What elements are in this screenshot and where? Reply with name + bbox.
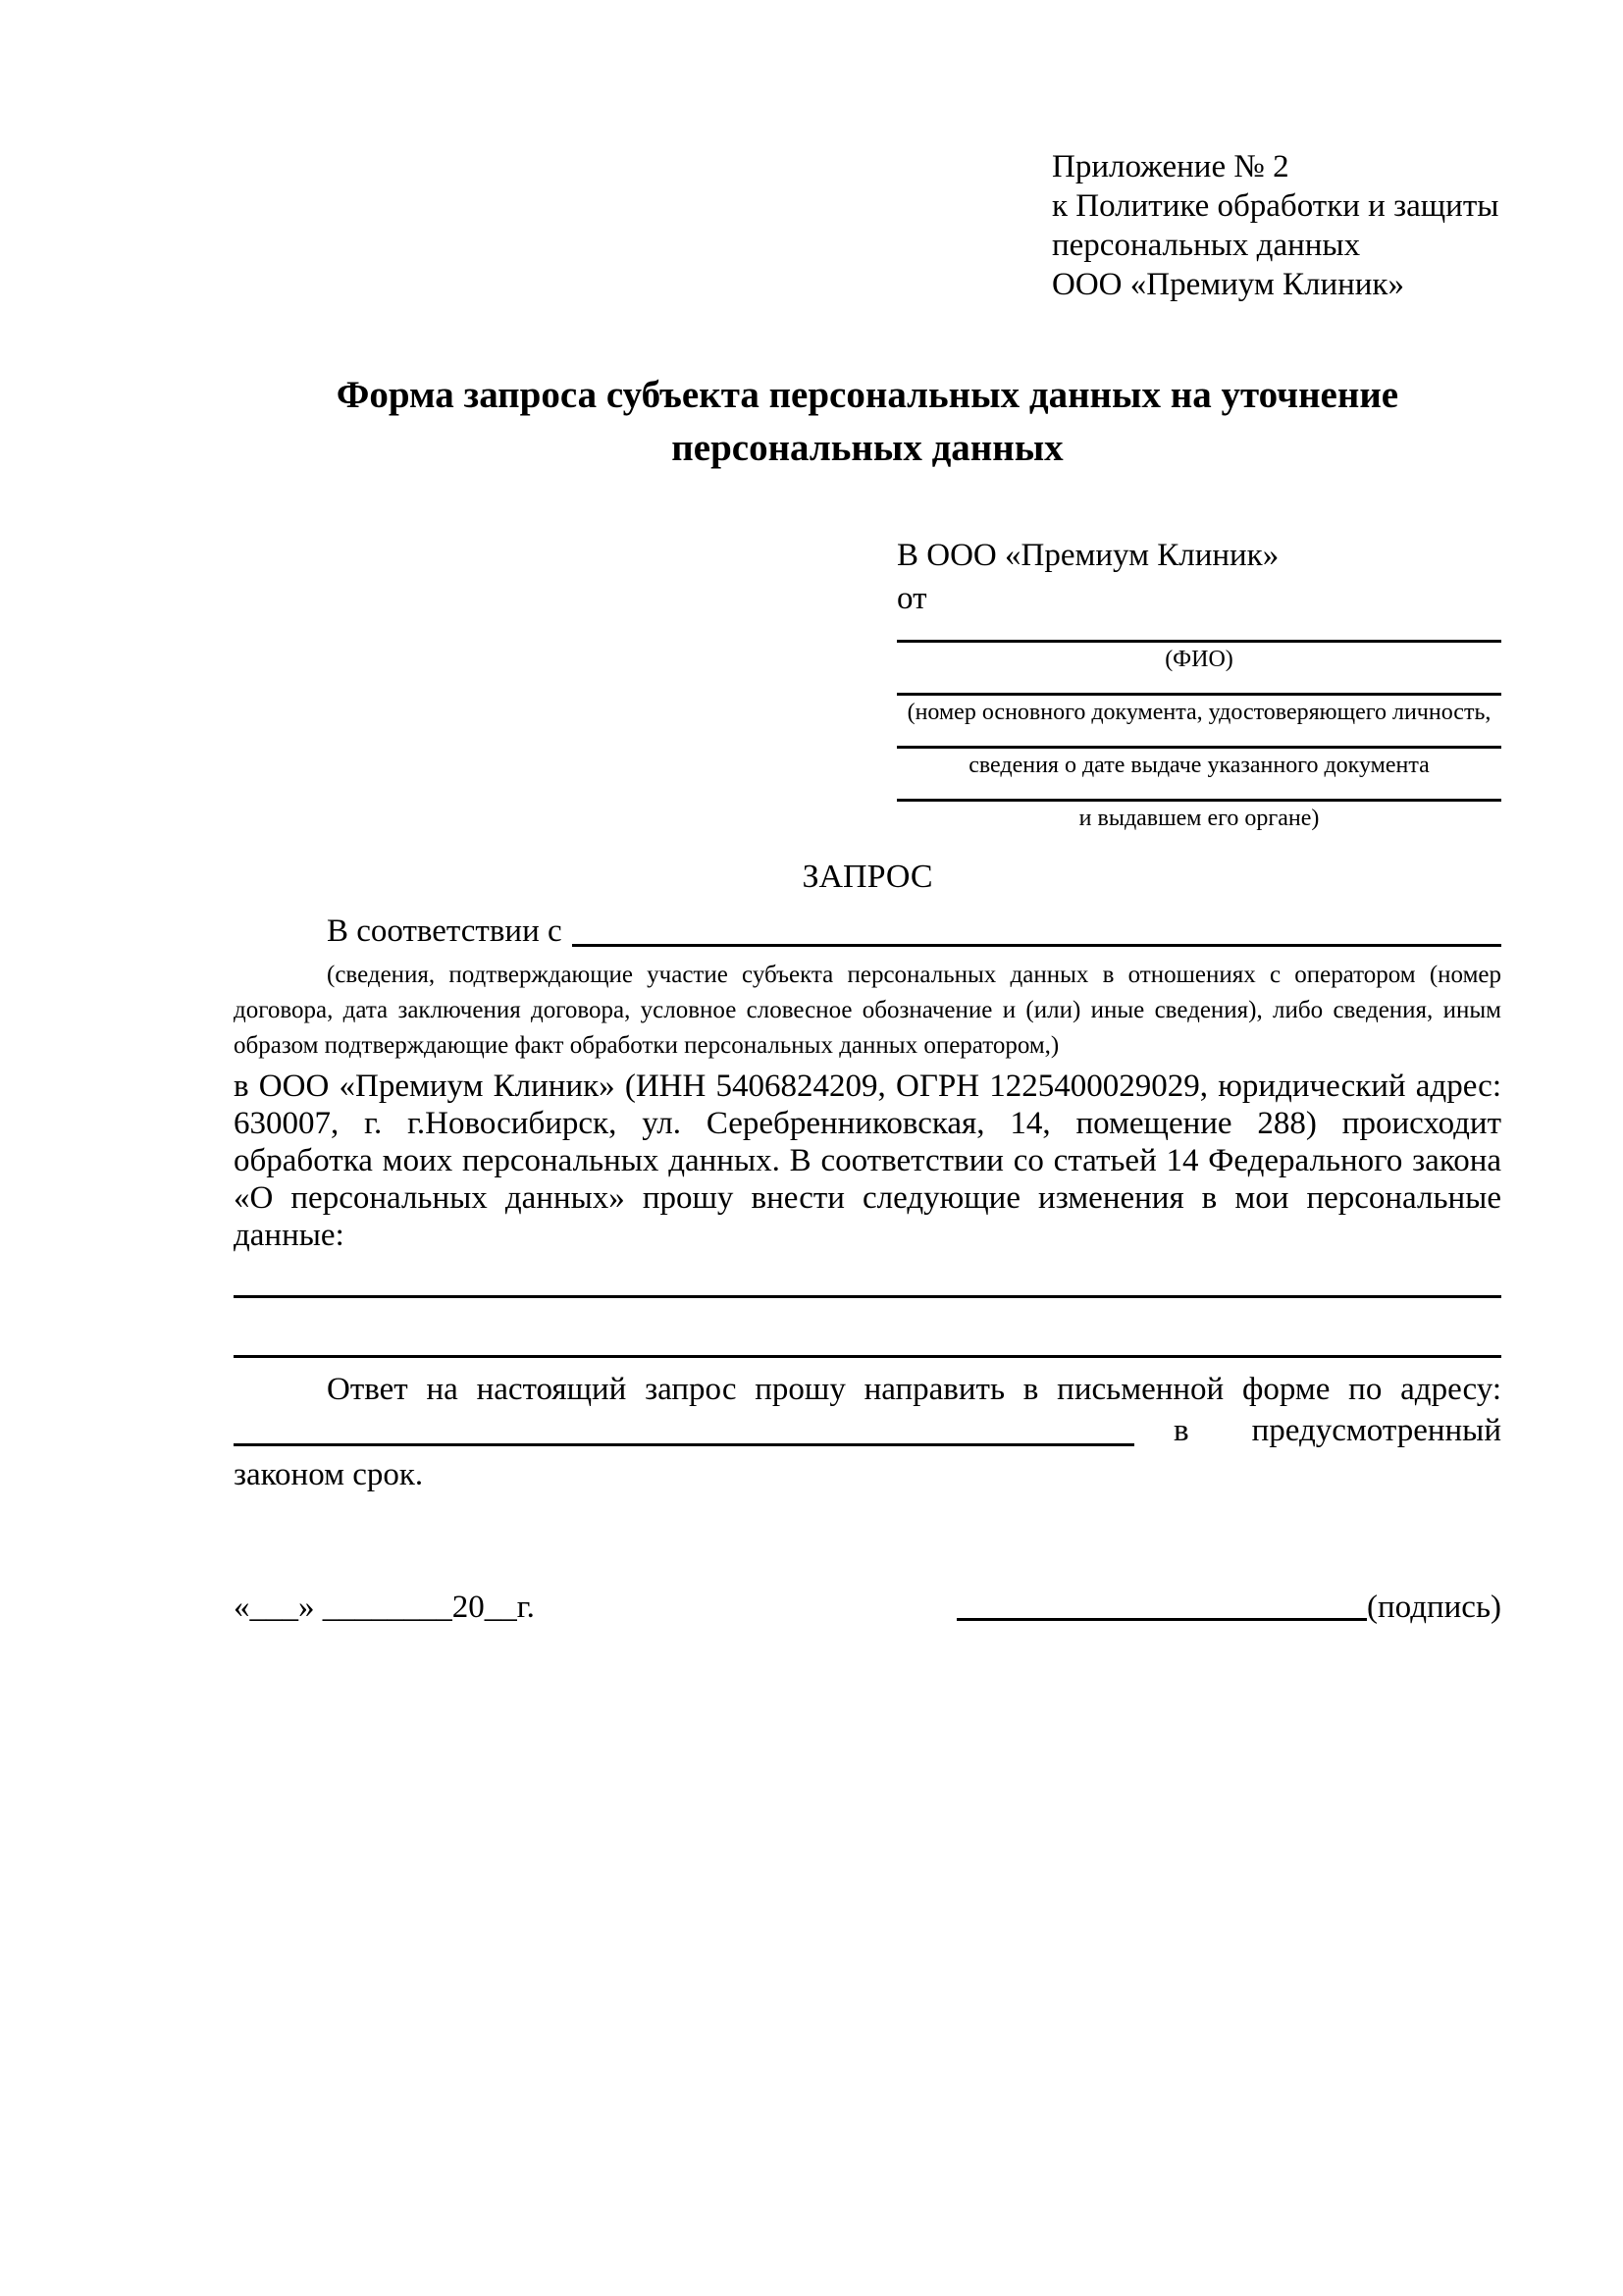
addressee-block	[897, 534, 1501, 832]
intro-label: В соответствии с	[327, 913, 562, 949]
response-sentence-end: законом срок.	[234, 1457, 424, 1492]
intro-row	[234, 911, 1501, 952]
fill-line	[234, 1443, 1134, 1446]
document-content	[234, 147, 1501, 1627]
field-caption: (ФИО)	[1165, 647, 1233, 672]
annex-header	[1052, 147, 1501, 304]
signature-line	[957, 1618, 1367, 1621]
footer-row	[234, 1588, 1501, 1627]
document-number-field	[897, 693, 1501, 726]
fill-line	[897, 746, 1501, 749]
document-title-line: персональных данных	[671, 427, 1064, 469]
fio-field	[897, 640, 1501, 673]
fill-line	[572, 944, 1501, 947]
document-title	[234, 369, 1501, 475]
response-sentence: Ответ на настоящий запрос прошу направить в письменной форме по адресу:	[327, 1372, 1501, 1407]
annex-line: Приложение № 2	[1052, 149, 1289, 184]
field-caption: (номер основного документа, удостоверяющего личность,	[907, 700, 1492, 725]
annex-line: ООО «Премиум Клиник»	[1052, 267, 1404, 302]
field-caption: сведения о дате выдаче указанного документа	[969, 753, 1430, 778]
annex-line: к Политике обработки и защиты	[1052, 188, 1499, 224]
fill-line	[897, 693, 1501, 696]
annex-line: персональных данных	[1052, 228, 1361, 263]
request-heading: ЗАПРОС	[802, 859, 933, 895]
addressee-from: от	[897, 581, 927, 616]
body-paragraph: в ООО «Премиум Клиник» (ИНН 5406824209, ОГРН 1225400029029, юридический адрес: 630007, г. г.Новосибирск, ул. Серебренниковская, 14, помещение 288) происходит обработка моих персональных данных. В соответствии со статьей 14 Федерального закона «О персональных данных» прошу внести следующие изменения в мои персональные данные:	[234, 1069, 1501, 1253]
field-caption: и выдавшем его органе)	[1078, 806, 1320, 831]
response-address-row	[234, 1409, 1501, 1452]
issuing-authority-field	[897, 799, 1501, 832]
addressee-to: В ООО «Премиум Клиник»	[897, 538, 1280, 573]
fill-line	[234, 1355, 1501, 1358]
date-field: «___» ________20__г.	[234, 1590, 535, 1625]
fill-line	[897, 640, 1501, 643]
clarification-note: (сведения, подтверждающие участие субъекта персональных данных в отношениях с оператором (номер договора, дата заключения договора, условное словесное обозначение и (или) иные сведения), либо сведения, иным образом подтверждающие факт обработки персональных данных оператором,)	[234, 962, 1501, 1059]
signature-caption: (подпись)	[1367, 1590, 1501, 1625]
fill-line	[234, 1295, 1501, 1298]
response-sentence-continuation: в предусмотренный	[1174, 1413, 1501, 1448]
signature-group	[957, 1588, 1501, 1627]
document-title-line: Форма запроса субъекта персональных данных на уточнение	[336, 374, 1399, 416]
fill-line	[897, 799, 1501, 802]
issue-date-field	[897, 746, 1501, 779]
